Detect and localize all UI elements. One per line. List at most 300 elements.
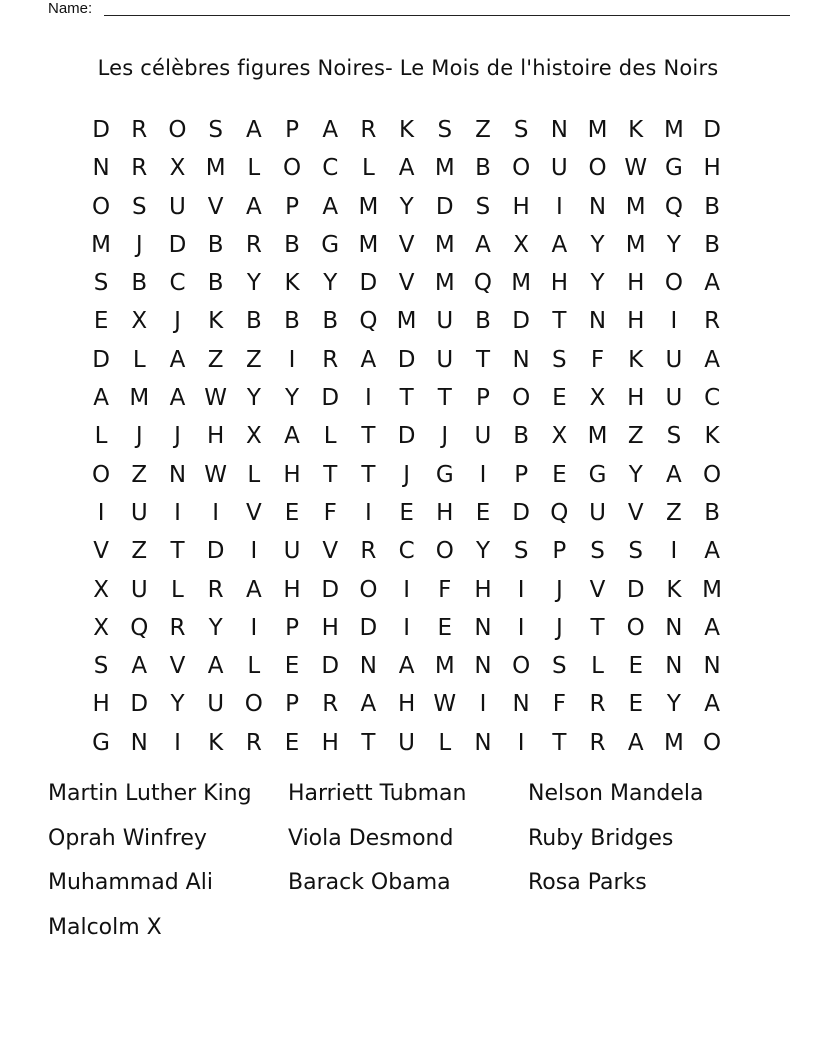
grid-letter: S bbox=[93, 270, 109, 297]
word-list-item: Oprah Winfrey bbox=[48, 825, 207, 851]
grid-letter: Y bbox=[285, 385, 300, 412]
word-list-item: Ruby Bridges bbox=[528, 825, 674, 851]
grid-letter: M bbox=[511, 270, 532, 297]
grid-letter: Y bbox=[246, 270, 261, 297]
grid-letter: A bbox=[627, 729, 644, 756]
name-field bbox=[48, 0, 748, 20]
grid-letter: F bbox=[323, 499, 337, 526]
grid-letter: A bbox=[169, 346, 186, 373]
grid-letter: A bbox=[704, 614, 720, 641]
grid-letter: A bbox=[704, 270, 720, 297]
grid-letter: N bbox=[474, 614, 492, 641]
grid-letter: V bbox=[398, 231, 415, 258]
grid-letter: U bbox=[130, 576, 148, 603]
grid-letter: Y bbox=[246, 385, 261, 412]
grid-letter: M bbox=[663, 117, 684, 143]
grid-letter: W bbox=[204, 461, 228, 488]
grid-letter: T bbox=[399, 385, 414, 412]
grid-letter: D bbox=[512, 308, 531, 335]
grid-letter: N bbox=[588, 308, 607, 335]
grid-letter: B bbox=[245, 308, 262, 335]
grid-letter: H bbox=[321, 614, 339, 641]
grid-letter: I bbox=[670, 308, 678, 335]
grid-letter: I bbox=[403, 576, 410, 603]
grid-letter: O bbox=[92, 461, 111, 488]
grid-letter: P bbox=[285, 691, 299, 718]
grid-letter: I bbox=[365, 385, 372, 412]
grid-letter: K bbox=[284, 270, 300, 297]
grid-letter: C bbox=[704, 385, 721, 412]
grid-letter: I bbox=[479, 461, 487, 488]
grid-letter: N bbox=[512, 691, 530, 718]
grid-letter: X bbox=[513, 231, 530, 258]
grid-letter: Z bbox=[666, 499, 682, 526]
grid-letter: T bbox=[475, 346, 490, 373]
grid-letter: E bbox=[552, 461, 567, 488]
grid-letter: A bbox=[322, 193, 339, 220]
grid-letter: G bbox=[435, 461, 454, 488]
grid-letter: I bbox=[670, 538, 678, 565]
grid-letter: H bbox=[512, 193, 530, 220]
grid-letter: T bbox=[590, 614, 605, 641]
grid-letter: O bbox=[703, 729, 722, 756]
grid-letter: E bbox=[284, 729, 300, 756]
grid-letter: U bbox=[665, 346, 683, 373]
grid-letter: M bbox=[396, 308, 417, 335]
grid-letter: V bbox=[627, 499, 644, 526]
grid-letter: I bbox=[517, 614, 525, 641]
grid-letter: T bbox=[552, 308, 567, 335]
grid-letter: D bbox=[397, 346, 416, 373]
grid-letter: I bbox=[174, 729, 181, 756]
grid-letter: O bbox=[512, 385, 531, 412]
grid-letter: B bbox=[704, 499, 720, 526]
word-list-item: Martin Luther King bbox=[48, 781, 252, 806]
grid-letter: R bbox=[245, 729, 262, 756]
grid-letter: E bbox=[93, 308, 109, 335]
grid-letter: S bbox=[552, 346, 567, 373]
grid-letter: Y bbox=[590, 231, 605, 258]
grid-letter: T bbox=[361, 423, 376, 450]
grid-letter: A bbox=[704, 691, 720, 718]
grid-letter: Q bbox=[664, 193, 683, 220]
grid-letter: R bbox=[131, 155, 148, 182]
grid-letter: U bbox=[665, 385, 683, 412]
grid-letter: E bbox=[284, 499, 300, 526]
grid-letter: B bbox=[207, 270, 224, 297]
grid-letter: L bbox=[171, 576, 184, 603]
grid-letter: Y bbox=[628, 461, 643, 488]
grid-letter: R bbox=[360, 117, 377, 143]
grid-letter: J bbox=[441, 423, 449, 450]
grid-letter: W bbox=[204, 385, 228, 412]
grid-letter: V bbox=[322, 538, 339, 565]
grid-letter: D bbox=[168, 231, 187, 258]
grid-letter: S bbox=[513, 538, 529, 565]
grid-letter: L bbox=[247, 155, 261, 182]
grid-letter: O bbox=[244, 691, 263, 718]
grid-letter: H bbox=[627, 270, 645, 297]
word-list-item: Nelson Mandela bbox=[528, 781, 704, 806]
grid-letter: Z bbox=[475, 117, 491, 143]
grid-letter: I bbox=[479, 691, 487, 718]
grid-letter: T bbox=[361, 729, 376, 756]
grid-letter: R bbox=[245, 231, 262, 258]
grid-letter: B bbox=[704, 193, 720, 220]
grid-letter: K bbox=[208, 729, 224, 756]
grid-letter: U bbox=[130, 499, 148, 526]
grid-letter: F bbox=[438, 576, 452, 603]
grid-letter: O bbox=[626, 614, 645, 641]
grid-letter: B bbox=[475, 308, 491, 335]
grid-letter: N bbox=[168, 461, 187, 488]
grid-letter: I bbox=[517, 729, 525, 756]
grid-letter: D bbox=[512, 499, 531, 526]
grid-letter: Q bbox=[359, 308, 378, 335]
grid-letter: V bbox=[169, 653, 186, 680]
grid-letter: T bbox=[361, 461, 376, 488]
grid-letter: F bbox=[552, 691, 566, 718]
grid-letter: V bbox=[245, 499, 262, 526]
grid-letter: S bbox=[628, 538, 644, 565]
letter-grid bbox=[82, 115, 731, 766]
grid-letter: A bbox=[245, 117, 262, 143]
grid-letter: Q bbox=[473, 270, 493, 297]
grid-letter: W bbox=[433, 691, 457, 718]
page-title: Les célèbres figures Noires- Le Mois de l'histoire des Noirs bbox=[97, 56, 719, 80]
grid-letter: D bbox=[435, 193, 454, 220]
grid-letter: A bbox=[704, 538, 720, 565]
grid-letter: A bbox=[398, 155, 415, 182]
grid-letter: P bbox=[552, 538, 567, 565]
grid-letter: R bbox=[360, 538, 377, 565]
grid-letter: K bbox=[208, 308, 224, 335]
grid-letter: A bbox=[398, 653, 415, 680]
grid-letter: J bbox=[555, 576, 563, 603]
grid-letter: M bbox=[587, 423, 608, 450]
grid-letter: N bbox=[588, 193, 607, 220]
grid-letter: L bbox=[591, 653, 604, 680]
grid-letter: J bbox=[403, 461, 410, 488]
grid-letter: D bbox=[359, 270, 378, 297]
grid-letter: O bbox=[588, 155, 607, 182]
grid-letter: N bbox=[550, 117, 568, 143]
grid-letter: L bbox=[94, 423, 108, 450]
grid-letter: U bbox=[207, 691, 225, 718]
grid-letter: D bbox=[359, 614, 378, 641]
grid-letter: O bbox=[435, 538, 454, 565]
grid-letter: A bbox=[475, 231, 491, 258]
grid-letter: H bbox=[397, 691, 416, 718]
grid-letter: O bbox=[512, 653, 531, 680]
grid-letter: W bbox=[624, 155, 648, 182]
grid-letter: S bbox=[513, 117, 529, 143]
grid-letter: D bbox=[626, 576, 645, 603]
grid-letter: H bbox=[283, 576, 301, 603]
grid-letter: P bbox=[285, 614, 299, 641]
grid-letter: M bbox=[663, 729, 684, 756]
grid-letter: R bbox=[207, 576, 224, 603]
grid-letter: G bbox=[92, 729, 110, 756]
grid-letter: A bbox=[704, 346, 720, 373]
grid-letter: R bbox=[322, 346, 339, 373]
grid-letter: E bbox=[628, 653, 643, 680]
grid-letter: V bbox=[398, 270, 415, 297]
grid-letter: V bbox=[589, 576, 606, 603]
grid-letter: C bbox=[169, 270, 186, 297]
grid-letter: E bbox=[437, 614, 453, 641]
grid-letter: R bbox=[589, 691, 606, 718]
grid-letter: Q bbox=[130, 614, 149, 641]
grid-letter: I bbox=[174, 499, 181, 526]
grid-letter: Z bbox=[245, 346, 262, 373]
grid-letter: Z bbox=[627, 423, 644, 450]
grid-letter: M bbox=[587, 117, 608, 143]
grid-letter: V bbox=[93, 538, 109, 565]
grid-letter: T bbox=[552, 729, 567, 756]
grid-letter: X bbox=[131, 308, 148, 335]
grid-letter: B bbox=[475, 155, 491, 182]
grid-letter: N bbox=[703, 653, 721, 680]
grid-letter: A bbox=[360, 691, 377, 718]
grid-letter: J bbox=[174, 423, 181, 450]
name-label: Name: bbox=[48, 0, 93, 17]
grid-letter: L bbox=[438, 729, 452, 756]
grid-letter: K bbox=[704, 423, 720, 450]
grid-letter: H bbox=[92, 691, 110, 718]
grid-letter: U bbox=[436, 346, 454, 373]
grid-letter: M bbox=[358, 231, 379, 258]
grid-letter: S bbox=[208, 117, 223, 143]
grid-letter: M bbox=[434, 231, 455, 258]
grid-letter: D bbox=[130, 691, 149, 718]
grid-letter: I bbox=[517, 576, 525, 603]
grid-letter: A bbox=[245, 193, 262, 220]
grid-letter: S bbox=[666, 423, 682, 450]
grid-letter: J bbox=[135, 423, 143, 450]
grid-letter: A bbox=[666, 461, 682, 488]
grid-letter: F bbox=[590, 346, 605, 373]
grid-letter: B bbox=[284, 308, 300, 335]
grid-letter: N bbox=[665, 653, 683, 680]
grid-letter: U bbox=[283, 538, 301, 565]
grid-letter: I bbox=[250, 538, 258, 565]
grid-letter: H bbox=[283, 461, 301, 488]
grid-letter: C bbox=[322, 155, 339, 182]
grid-letter: N bbox=[130, 729, 148, 756]
grid-letter: P bbox=[285, 193, 299, 220]
grid-letter: R bbox=[131, 117, 148, 143]
grid-letter: S bbox=[131, 193, 147, 220]
grid-letter: B bbox=[704, 231, 720, 258]
grid-letter: B bbox=[322, 308, 339, 335]
grid-letter: Y bbox=[666, 691, 681, 718]
word-list-item: Viola Desmond bbox=[288, 825, 454, 851]
word-list-item: Rosa Parks bbox=[528, 870, 647, 896]
grid-letter: Y bbox=[475, 538, 490, 565]
grid-letter: D bbox=[92, 346, 110, 373]
grid-letter: A bbox=[93, 385, 109, 412]
grid-letter: Y bbox=[323, 270, 338, 297]
grid-letter: A bbox=[551, 231, 568, 258]
grid-letter: J bbox=[174, 308, 181, 335]
grid-letter: M bbox=[91, 231, 112, 258]
grid-letter: D bbox=[703, 117, 721, 143]
grid-letter: H bbox=[207, 423, 225, 450]
grid-letter: M bbox=[358, 193, 379, 220]
grid-letter: A bbox=[245, 576, 262, 603]
grid-letter: Y bbox=[399, 193, 414, 220]
grid-letter: P bbox=[514, 461, 529, 488]
grid-letter: K bbox=[628, 117, 644, 143]
word-list-item: Malcolm X bbox=[48, 915, 162, 941]
grid-letter: H bbox=[627, 385, 645, 412]
grid-letter: E bbox=[284, 653, 300, 680]
grid-letter: G bbox=[321, 231, 340, 258]
grid-letter: O bbox=[168, 117, 187, 143]
grid-letter: H bbox=[550, 270, 568, 297]
grid-letter: O bbox=[703, 461, 722, 488]
grid-letter: L bbox=[247, 653, 261, 680]
name-blank-line bbox=[104, 15, 790, 16]
grid-letter: Z bbox=[131, 461, 148, 488]
word-list bbox=[48, 778, 768, 957]
grid-letter: T bbox=[170, 538, 185, 565]
grid-letter: K bbox=[666, 576, 682, 603]
grid-letter: R bbox=[169, 614, 186, 641]
grid-letter: E bbox=[399, 499, 414, 526]
grid-letter: U bbox=[474, 423, 492, 450]
grid-letter: P bbox=[476, 385, 490, 412]
grid-letter: G bbox=[588, 461, 607, 488]
grid-letter: N bbox=[359, 653, 378, 680]
grid-letter: K bbox=[399, 117, 415, 143]
grid-letter: I bbox=[555, 193, 563, 220]
grid-letter: I bbox=[288, 346, 296, 373]
grid-letter: M bbox=[434, 270, 455, 297]
grid-letter: U bbox=[398, 729, 416, 756]
grid-letter: U bbox=[436, 308, 454, 335]
word-list-item: Barack Obama bbox=[288, 870, 451, 896]
grid-letter: C bbox=[398, 538, 415, 565]
grid-letter: O bbox=[282, 155, 302, 182]
grid-letter: H bbox=[703, 155, 721, 182]
grid-letter: D bbox=[206, 538, 225, 565]
grid-letter: X bbox=[245, 423, 262, 450]
grid-letter: X bbox=[551, 423, 568, 450]
grid-letter: O bbox=[512, 155, 531, 182]
grid-letter: I bbox=[212, 499, 220, 526]
grid-letter: O bbox=[359, 576, 378, 603]
grid-letter: B bbox=[131, 270, 148, 297]
grid-letter: R bbox=[704, 308, 721, 335]
word-list-item: Muhammad Ali bbox=[48, 870, 213, 896]
grid-letter: N bbox=[92, 155, 110, 182]
grid-letter: I bbox=[365, 499, 372, 526]
grid-letter: H bbox=[436, 499, 454, 526]
grid-letter: E bbox=[475, 499, 491, 526]
grid-letter: X bbox=[93, 576, 109, 603]
grid-letter: O bbox=[664, 270, 683, 297]
grid-letter: S bbox=[590, 538, 605, 565]
grid-letter: N bbox=[665, 614, 683, 641]
grid-letter: G bbox=[664, 155, 683, 182]
grid-letter: H bbox=[474, 576, 492, 603]
grid-letter: O bbox=[92, 193, 111, 220]
grid-letter: S bbox=[93, 653, 109, 680]
grid-letter: S bbox=[552, 653, 567, 680]
grid-letter: X bbox=[589, 385, 606, 412]
grid-letter: H bbox=[321, 729, 339, 756]
grid-letter: P bbox=[285, 117, 299, 143]
grid-letter: E bbox=[552, 385, 567, 412]
grid-letter: L bbox=[361, 155, 375, 182]
grid-letter: N bbox=[474, 729, 492, 756]
grid-letter: R bbox=[589, 729, 606, 756]
grid-letter: D bbox=[321, 576, 340, 603]
grid-letter: J bbox=[555, 614, 563, 641]
grid-letter: M bbox=[625, 231, 646, 258]
grid-letter: U bbox=[550, 155, 568, 182]
grid-letter: V bbox=[207, 193, 224, 220]
grid-letter: D bbox=[397, 423, 416, 450]
grid-letter: N bbox=[512, 346, 530, 373]
grid-letter: S bbox=[437, 117, 453, 143]
grid-letter: H bbox=[627, 308, 645, 335]
grid-letter: M bbox=[702, 576, 723, 603]
grid-letter: U bbox=[589, 499, 606, 526]
grid-letter: Z bbox=[207, 346, 224, 373]
grid-letter: I bbox=[403, 614, 410, 641]
grid-letter: A bbox=[360, 346, 377, 373]
grid-letter: M bbox=[205, 155, 226, 182]
grid-letter: D bbox=[321, 653, 340, 680]
grid-letter: E bbox=[628, 691, 643, 718]
word-list-item: Harriett Tubman bbox=[288, 781, 467, 806]
grid-letter: Y bbox=[590, 270, 605, 297]
grid-letter: B bbox=[284, 231, 300, 258]
grid-letter: B bbox=[513, 423, 530, 450]
grid-letter: M bbox=[434, 155, 455, 182]
grid-letter: X bbox=[93, 614, 109, 641]
grid-letter: Y bbox=[208, 614, 223, 641]
grid-letter: A bbox=[284, 423, 300, 450]
grid-letter: A bbox=[169, 385, 186, 412]
grid-letter: Y bbox=[170, 691, 185, 718]
grid-letter: M bbox=[129, 385, 150, 412]
grid-letter: K bbox=[628, 346, 644, 373]
grid-letter: D bbox=[92, 117, 110, 143]
grid-letter: X bbox=[169, 155, 186, 182]
grid-letter: I bbox=[97, 499, 105, 526]
grid-letter: N bbox=[474, 653, 492, 680]
grid-letter: L bbox=[247, 461, 261, 488]
grid-letter: T bbox=[437, 385, 452, 412]
grid-letter: T bbox=[323, 461, 338, 488]
grid-letter: B bbox=[207, 231, 224, 258]
grid-letter: Z bbox=[131, 538, 148, 565]
grid-letter: A bbox=[131, 653, 148, 680]
grid-letter: A bbox=[207, 653, 224, 680]
grid-letter: R bbox=[322, 691, 339, 718]
grid-letter: L bbox=[132, 346, 146, 373]
grid-letter: I bbox=[250, 614, 258, 641]
grid-letter: Y bbox=[666, 231, 681, 258]
grid-letter: M bbox=[434, 653, 455, 680]
grid-letter: A bbox=[322, 117, 339, 143]
grid-letter: S bbox=[475, 193, 491, 220]
grid-letter: L bbox=[323, 423, 337, 450]
